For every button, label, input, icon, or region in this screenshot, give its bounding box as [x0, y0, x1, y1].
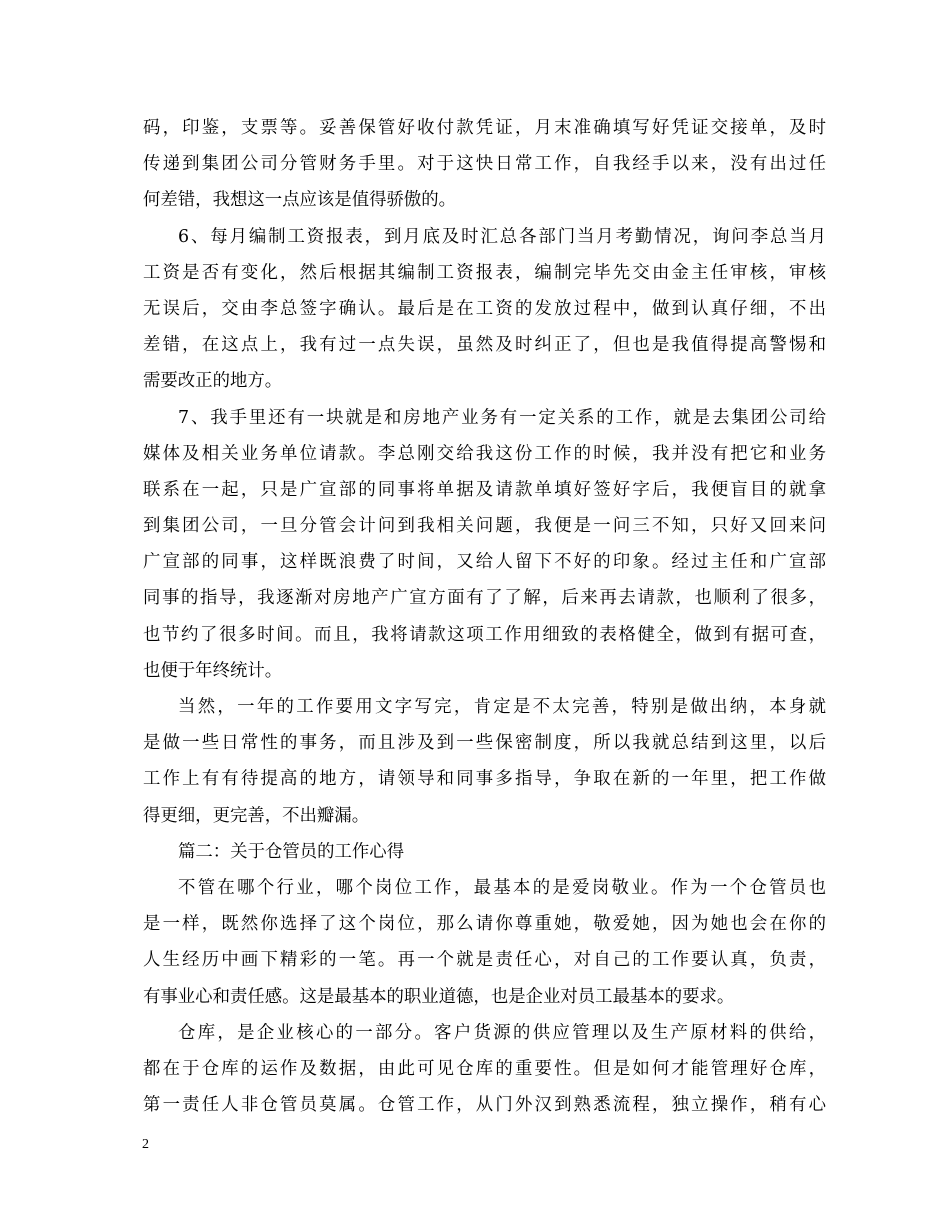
- text-line: 无误后，交由李总签字确认。最后是在工资的发放过程中，做到认真仔细，不出: [143, 298, 826, 319]
- text-line: 工资是否有变化，然后根据其编制工资报表，编制完毕先交由金主任审核，审核: [143, 262, 826, 283]
- text-line: 是一样，既然你选择了这个岗位，那么请你尊重她，敬爱她，因为她也会在你的: [143, 914, 826, 935]
- text-line: 同事的指导，我逐渐对房地产广宣方面有了了解，后来再去请款，也顺利了很多，: [143, 588, 826, 609]
- text-line: 当然，一年的工作要用文字写完，肯定是不太完善，特别是做出纳，本身就: [178, 697, 826, 717]
- text-line: 到集团公司，一旦分管会计问到我相关问题，我便是一问三不知，只好又回来问: [143, 516, 826, 537]
- text-line: 差错，在这点上，我有过一点失误，虽然及时纠正了，但也是我值得提高警惕和: [143, 335, 826, 356]
- page-number: 2: [142, 1137, 149, 1152]
- text-line: 码，印鉴，支票等。妥善保管好收付款凭证，月末准确填写好凭证交接单，及时: [143, 118, 826, 138]
- text-line: 仓库，是企业核心的一部分。客户货源的供应管理以及生产原材料的供给，: [178, 1022, 826, 1043]
- section-heading: 篇二：关于仓管员的工作心得: [178, 841, 405, 862]
- text-line: 广宣部的同事，这样既浪费了时间，又给人留下不好的印象。经过主任和广宣部: [143, 552, 826, 573]
- document-body: [143, 110, 826, 1123]
- text-line: 6、每月编制工资报表，到月底及时汇总各部门当月考勤情况，询问李总当月: [178, 226, 826, 247]
- text-line: 也便于年终统计。: [143, 660, 283, 681]
- text-line: 不管在哪个行业，哪个岗位工作，最基本的是爱岗敬业。作为一个仓管员也: [178, 877, 826, 898]
- text-line: 工作上有有待提高的地方，请领导和同事多指导，争取在新的一年里，把工作做: [143, 769, 826, 790]
- text-line: 也节约了很多时间。而且，我将请款这项工作用细致的表格健全，做到有据可查，: [143, 624, 826, 645]
- text-line: 人生经历中画下精彩的一笔。再一个就是责任心，对自己的工作要认真，负责，: [143, 950, 826, 971]
- text-line: 有事业心和责任感。这是最基本的职业道德，也是企业对员工最基本的要求。: [143, 986, 735, 1007]
- text-line: 是做一些日常性的事务，而且涉及到一些保密制度，所以我就总结到这里，以后: [143, 733, 826, 754]
- text-line: 都在于仓库的运作及数据，由此可见仓库的重要性。但是如何才能管理好仓库，: [143, 1058, 826, 1079]
- text-line: 传递到集团公司分管财务手里。对于这快日常工作，自我经手以来，没有出过任: [143, 154, 826, 175]
- text-line: 得更细，更完善，不出瓣漏。: [143, 805, 370, 826]
- text-line: 何差错，我想这一点应该是值得骄傲的。: [143, 190, 457, 211]
- text-line: 7、我手里还有一块就是和房地产业务有一定关系的工作，就是去集团公司给: [178, 407, 826, 428]
- text-line: 联系在一起，只是广宣部的同事将单据及请款单填好签好字后，我便盲目的就拿: [143, 479, 826, 500]
- text-line: 第一责任人非仓管员莫属。仓管工作，从门外汉到熟悉流程，独立操作，稍有心: [143, 1095, 826, 1116]
- text-line: 媒体及相关业务单位请款。李总刚交给我这份工作的时候，我并没有把它和业务: [143, 443, 826, 464]
- text-line: 需要改正的地方。: [143, 371, 283, 392]
